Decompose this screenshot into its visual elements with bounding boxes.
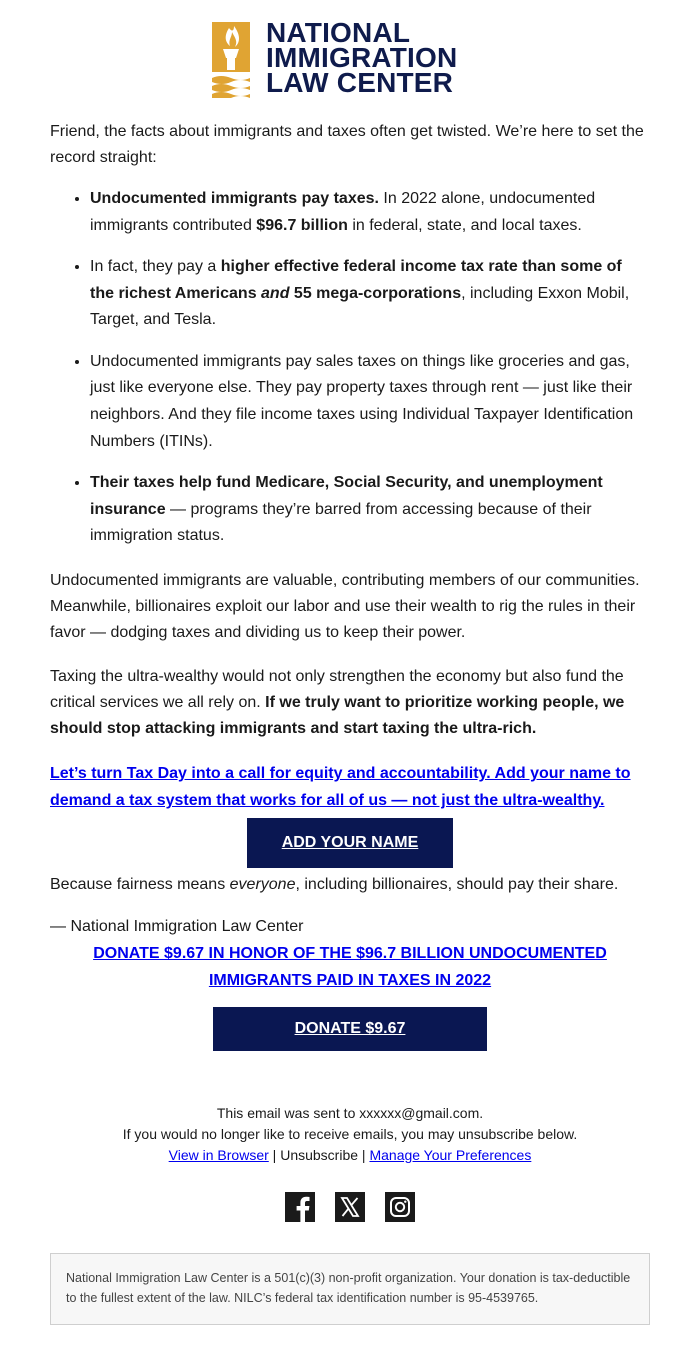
separator: | (358, 1147, 370, 1163)
fact2-bold-italic: and (261, 284, 290, 302)
x-icon[interactable] (335, 1192, 365, 1222)
facts-list (50, 186, 650, 550)
fact2-text: In fact, they pay a (90, 257, 221, 275)
manage-preferences-link[interactable]: Manage Your Preferences (369, 1147, 532, 1163)
fairness-paragraph (50, 872, 650, 898)
billionaires-paragraph (50, 568, 650, 646)
add-your-name-label: ADD YOUR NAME (281, 834, 419, 851)
email-footer (50, 1103, 650, 1166)
fact4-text: — programs they’re barred from accessing because of their immigration status. (90, 500, 592, 545)
logo-line-1: NATIONAL (266, 17, 411, 48)
sent-to-text: This email was sent to xxxxxx@gmail.com. (216, 1105, 484, 1121)
donate-button-label: DONATE $9.67 (294, 1020, 406, 1037)
fact2-bold-corporations: 55 mega-corporations (289, 284, 462, 302)
fact1-bold: Undocumented immigrants pay taxes. (90, 190, 379, 207)
fact4-bold: Their taxes help fund Medicare, Social Security, and unemployment insurance (90, 473, 603, 518)
separator: | (268, 1147, 281, 1163)
footer-links (50, 1145, 650, 1166)
donate-button[interactable] (213, 1007, 487, 1051)
para3-bold: If we truly want to prioritize working people, we should stop attacking immigrants and start taxing the ultra-rich. (50, 694, 625, 737)
para4-text: Because fairness means (50, 876, 230, 893)
intro-text: Friend, the facts about immigrants and taxes often get twisted. We’re here to set the record straight: (50, 123, 644, 166)
intro-paragraph (50, 119, 650, 171)
social-links (285, 1192, 415, 1224)
disclaimer-text: National Immigration Law Center is a 501(c)(3) non-profit organization. Your donation is tax-deductible to the fullest extent of the law. NILC’s federal tax identification number is 95-4539765. (66, 1271, 631, 1305)
add-your-name-button[interactable] (247, 818, 453, 868)
list-item (90, 470, 650, 550)
instagram-icon[interactable] (385, 1192, 415, 1222)
list-item (90, 349, 650, 456)
facebook-icon[interactable] (285, 1192, 315, 1222)
logo-line-2: IMMIGRATION (266, 42, 458, 73)
fact2-text-end: , including Exxon Mobil, Target, and Tesla. (90, 284, 630, 329)
fact3-text: Undocumented immigrants pay sales taxes on things like groceries and gas, just like everyone else. They pay property taxes through rent — just like their neighbors. And they file income taxes using Individual Taxpayer Identification Numbers (ITINs). (90, 352, 634, 450)
view-in-browser-link[interactable]: View in Browser (168, 1147, 269, 1163)
nilc-logo[interactable] (212, 17, 492, 100)
para4-text-end: , including billionaires, should pay their share. (295, 876, 619, 893)
logo-line-3: LAW CENTER (266, 67, 454, 98)
tax-wealthy-paragraph (50, 664, 650, 742)
fact1-text: In 2022 alone, undocumented immigrants contributed (90, 190, 596, 234)
donate-link-block (80, 940, 620, 994)
fact1-amount: $96.7 billion (256, 216, 348, 234)
cta-petition-link[interactable]: Let’s turn Tax Day into a call for equity and accountability. Add your name to demand a tax system that works for all of us — not just the ultra-wealthy. (50, 765, 631, 809)
para4-italic: everyone (229, 876, 296, 893)
fact1-text-end: in federal, state, and local taxes. (347, 216, 582, 234)
donate-link-part-1[interactable]: DONATE $9.67 IN HONOR OF THE $96.7 BILLION (93, 945, 465, 962)
fact2-bold: higher effective federal income tax rate than some of the richest Americans (90, 257, 622, 302)
unsubscribe-note: If you would no longer like to receive emails, you may unsubscribe below. (122, 1126, 578, 1142)
para3-text: Taxing the ultra-wealthy would not only strengthen the economy but also fund the critical services we all rely on. (50, 668, 624, 711)
logo-wordmark (266, 17, 458, 98)
nonprofit-disclaimer (50, 1253, 650, 1325)
signature-text: — National Immigration Law Center (50, 918, 304, 935)
donate-link-part-2[interactable]: UNDOCUMENTED IMMIGRANTS PAID IN TAXES IN 2022 (208, 945, 607, 989)
list-item (90, 254, 650, 334)
unsubscribe-link[interactable]: Unsubscribe (280, 1147, 359, 1163)
para2-text: Undocumented immigrants are valuable, contributing members of our communities. Meanwhile, billionaires exploit our labor and use their wealth to rig the rules in their favor — dodging taxes and dividing us to keep their power. (50, 572, 640, 641)
signature (50, 914, 650, 940)
list-item (90, 186, 650, 239)
torch-icon (212, 22, 250, 98)
